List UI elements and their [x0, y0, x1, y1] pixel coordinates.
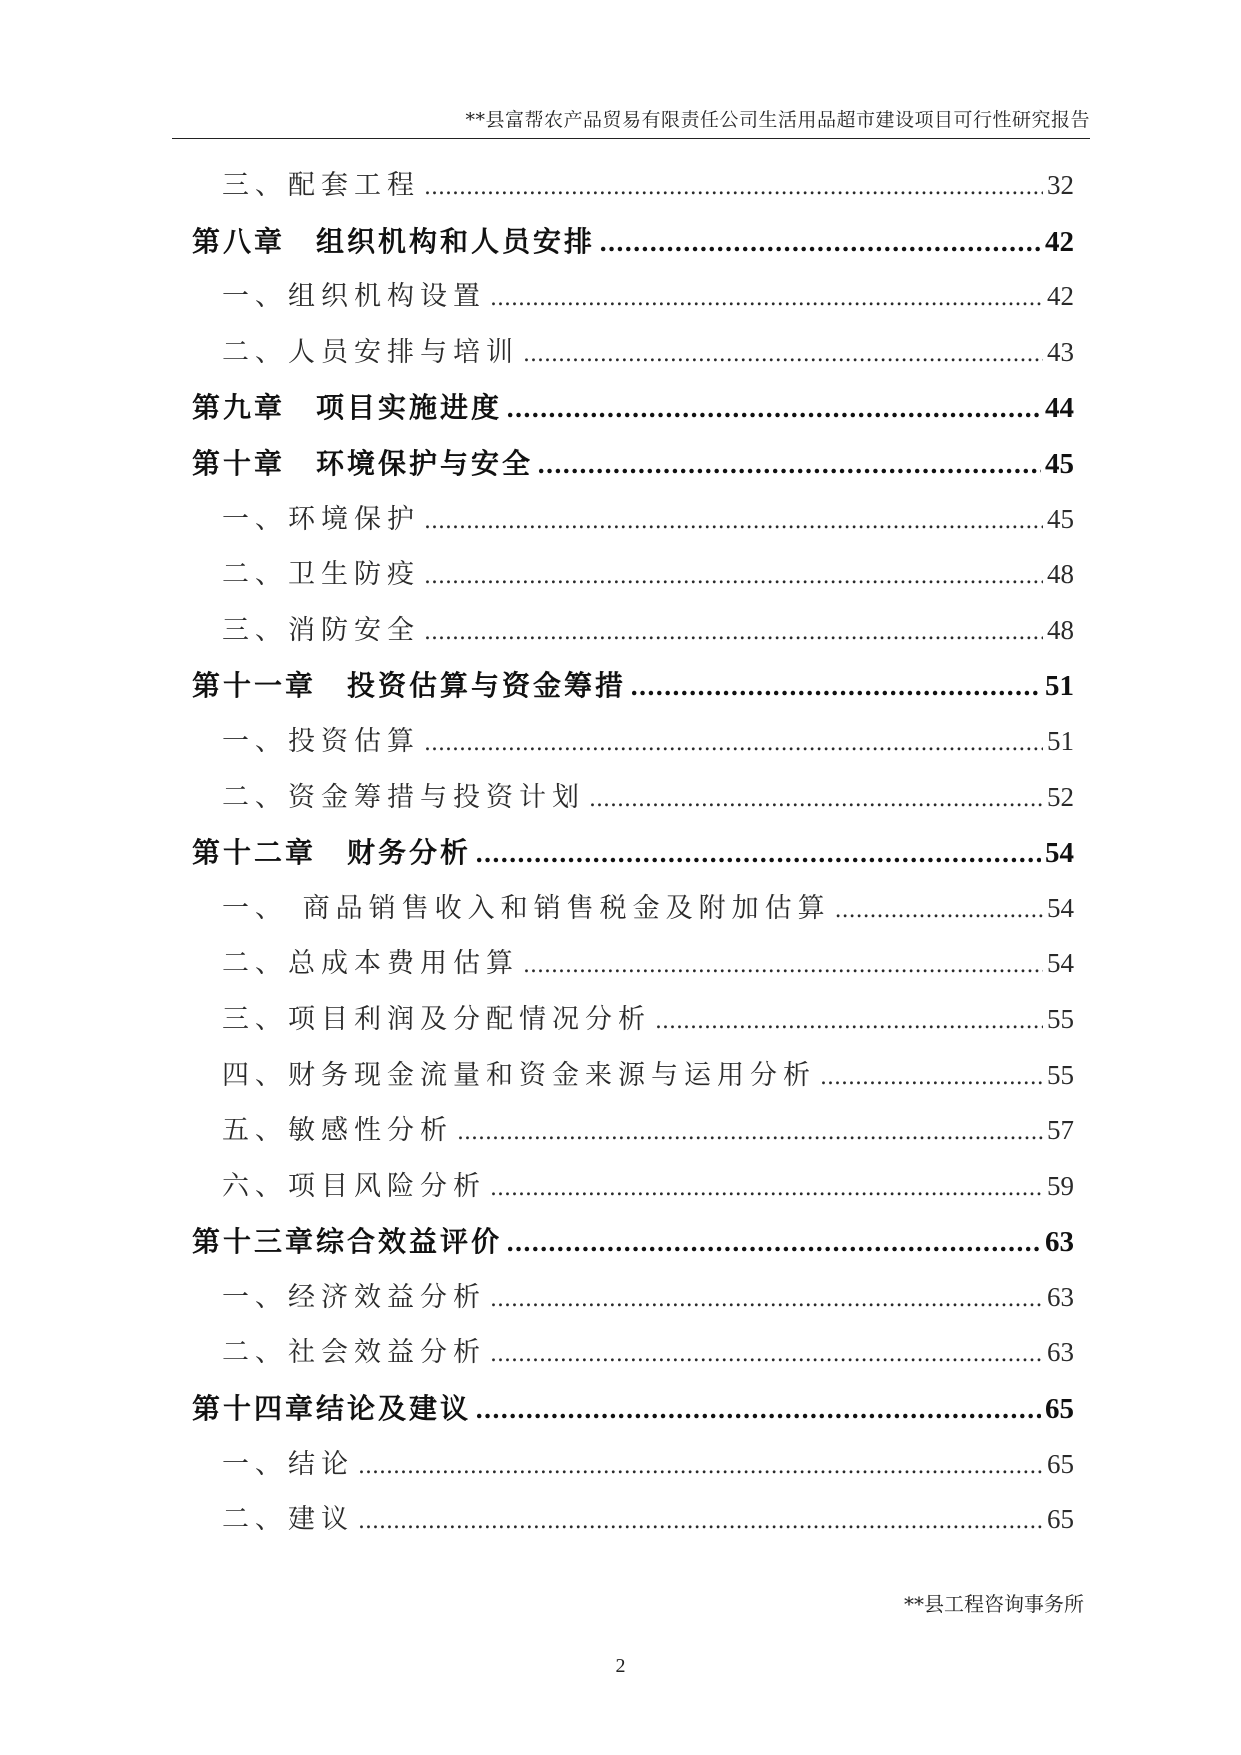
running-header: **县富帮农产品贸易有限责任公司生活用品超市建设项目可行性研究报告	[465, 109, 1090, 131]
toc-entry-title: 三、项目利润及分配情况分析	[222, 1003, 651, 1035]
toc-dot-leader	[589, 772, 1043, 826]
toc-entry-title: 第九章 项目实施进度	[192, 391, 503, 425]
toc-dot-leader	[490, 1272, 1043, 1326]
toc-entry-title: 三、配套工程	[222, 170, 420, 201]
toc-entry-page: 59	[1047, 1170, 1074, 1201]
toc-chapter-entry[interactable]	[192, 380, 1074, 436]
toc-entry-page: 43	[1047, 336, 1074, 367]
toc-entry-title: 四、财务现金流量和资金来源与运用分析	[222, 1059, 816, 1091]
toc-entry-page: 54	[1047, 892, 1074, 923]
toc-dot-leader	[424, 605, 1043, 659]
toc-entry-page: 42	[1045, 225, 1074, 258]
toc-chapter-entry[interactable]	[192, 1381, 1074, 1437]
toc-dot-leader	[820, 1050, 1043, 1104]
toc-entry-title: 第十三章综合效益评价	[192, 1225, 503, 1259]
toc-dot-leader	[424, 160, 1043, 214]
toc-entry-title: 第八章 组织机构和人员安排	[192, 224, 596, 258]
toc-dot-leader	[630, 659, 1041, 714]
toc-chapter-entry[interactable]	[192, 658, 1074, 714]
toc-entry-page: 65	[1047, 1504, 1074, 1535]
toc-dot-leader	[506, 1215, 1041, 1270]
toc-section-entry[interactable]	[192, 1159, 1074, 1215]
toc-dot-leader	[537, 437, 1041, 492]
toc-entry-title: 二、人员安排与培训	[222, 336, 519, 368]
toc-chapter-entry[interactable]	[192, 214, 1074, 270]
toc-section-entry[interactable]	[192, 603, 1074, 659]
toc-section-entry[interactable]	[192, 492, 1074, 548]
toc-section-entry[interactable]	[192, 1270, 1074, 1326]
toc-entry-page: 55	[1047, 1059, 1074, 1090]
toc-entry-title: 六、项目风险分析	[222, 1170, 486, 1202]
toc-entry-page: 48	[1047, 614, 1074, 645]
toc-dot-leader	[475, 826, 1041, 881]
toc-entry-title: 一、组织机构设置	[222, 281, 486, 313]
toc-entry-page: 48	[1047, 559, 1074, 590]
toc-dot-leader	[358, 1439, 1043, 1493]
toc-entry-page: 52	[1047, 781, 1074, 812]
toc-section-entry[interactable]	[192, 1048, 1074, 1104]
toc-section-entry[interactable]	[192, 1437, 1074, 1493]
toc-dot-leader	[655, 994, 1043, 1048]
toc-chapter-entry[interactable]	[192, 1214, 1074, 1270]
toc-chapter-entry[interactable]	[192, 436, 1074, 492]
toc-entry-title: 二、社会效益分析	[222, 1337, 486, 1369]
toc-dot-leader	[523, 938, 1043, 992]
table-of-contents	[192, 158, 1074, 1548]
toc-entry-page: 63	[1045, 1226, 1074, 1259]
toc-dot-leader	[358, 1494, 1043, 1548]
toc-dot-leader	[835, 883, 1043, 937]
toc-entry-title: 第十二章 财务分析	[192, 836, 472, 870]
toc-entry-title: 二、总成本费用估算	[222, 948, 519, 980]
toc-entry-page: 42	[1047, 281, 1074, 312]
toc-dot-leader	[506, 381, 1041, 436]
toc-chapter-entry[interactable]	[192, 825, 1074, 881]
toc-dot-leader	[523, 327, 1043, 381]
toc-section-entry[interactable]	[192, 714, 1074, 770]
toc-dot-leader	[490, 1161, 1043, 1215]
toc-entry-page: 51	[1047, 725, 1074, 756]
toc-entry-title: 第十四章结论及建议	[192, 1392, 472, 1426]
toc-entry-title: 三、消防安全	[222, 614, 420, 646]
toc-dot-leader	[475, 1382, 1041, 1437]
toc-section-entry[interactable]	[192, 881, 1074, 937]
toc-section-entry[interactable]	[192, 158, 1074, 214]
toc-entry-page: 51	[1045, 670, 1074, 703]
toc-entry-title: 二、资金筹措与投资计划	[222, 781, 585, 813]
toc-entry-page: 63	[1047, 1337, 1074, 1368]
toc-section-entry[interactable]	[192, 325, 1074, 381]
toc-entry-title: 一、结论	[222, 1448, 354, 1480]
toc-entry-page: 65	[1047, 1448, 1074, 1479]
toc-dot-leader	[490, 271, 1043, 325]
toc-entry-page: 63	[1047, 1281, 1074, 1312]
toc-entry-page: 57	[1047, 1115, 1074, 1146]
toc-entry-page: 45	[1047, 503, 1074, 534]
toc-entry-page: 55	[1047, 1003, 1074, 1034]
toc-section-entry[interactable]	[192, 1492, 1074, 1548]
toc-dot-leader	[424, 494, 1043, 548]
toc-entry-title: 二、建议	[222, 1504, 354, 1536]
toc-entry-page: 45	[1045, 447, 1074, 480]
toc-entry-title: 五、敏感性分析	[222, 1115, 453, 1147]
toc-dot-leader	[424, 716, 1043, 770]
toc-entry-page: 54	[1045, 837, 1074, 870]
toc-entry-title: 一、投资估算	[222, 725, 420, 757]
toc-entry-title: 一、环境保护	[222, 503, 420, 535]
toc-dot-leader	[457, 1105, 1043, 1159]
toc-section-entry[interactable]	[192, 269, 1074, 325]
toc-entry-title: 一、经济效益分析	[222, 1281, 486, 1313]
toc-dot-leader	[424, 549, 1043, 603]
toc-entry-page: 32	[1047, 170, 1074, 200]
toc-entry-page: 54	[1047, 948, 1074, 979]
toc-dot-leader	[599, 215, 1041, 270]
toc-dot-leader	[490, 1327, 1043, 1381]
toc-section-entry[interactable]	[192, 770, 1074, 826]
toc-entry-title: 二、卫生防疫	[222, 559, 420, 591]
toc-entry-page: 44	[1045, 392, 1074, 425]
toc-entry-title: 第十一章 投资估算与资金筹措	[192, 669, 627, 703]
toc-section-entry[interactable]	[192, 1103, 1074, 1159]
toc-section-entry[interactable]	[192, 547, 1074, 603]
toc-section-entry[interactable]	[192, 1325, 1074, 1381]
footer-organization: **县工程咨询事务所	[904, 1592, 1084, 1616]
toc-entry-page: 65	[1045, 1393, 1074, 1426]
toc-section-entry[interactable]	[192, 936, 1074, 992]
toc-entry-title: 第十章 环境保护与安全	[192, 446, 534, 480]
toc-section-entry[interactable]	[192, 992, 1074, 1048]
page-number: 2	[615, 1655, 626, 1677]
header-rule	[172, 138, 1090, 139]
toc-entry-title: 一、 商品销售收入和销售税金及附加估算	[222, 892, 831, 924]
